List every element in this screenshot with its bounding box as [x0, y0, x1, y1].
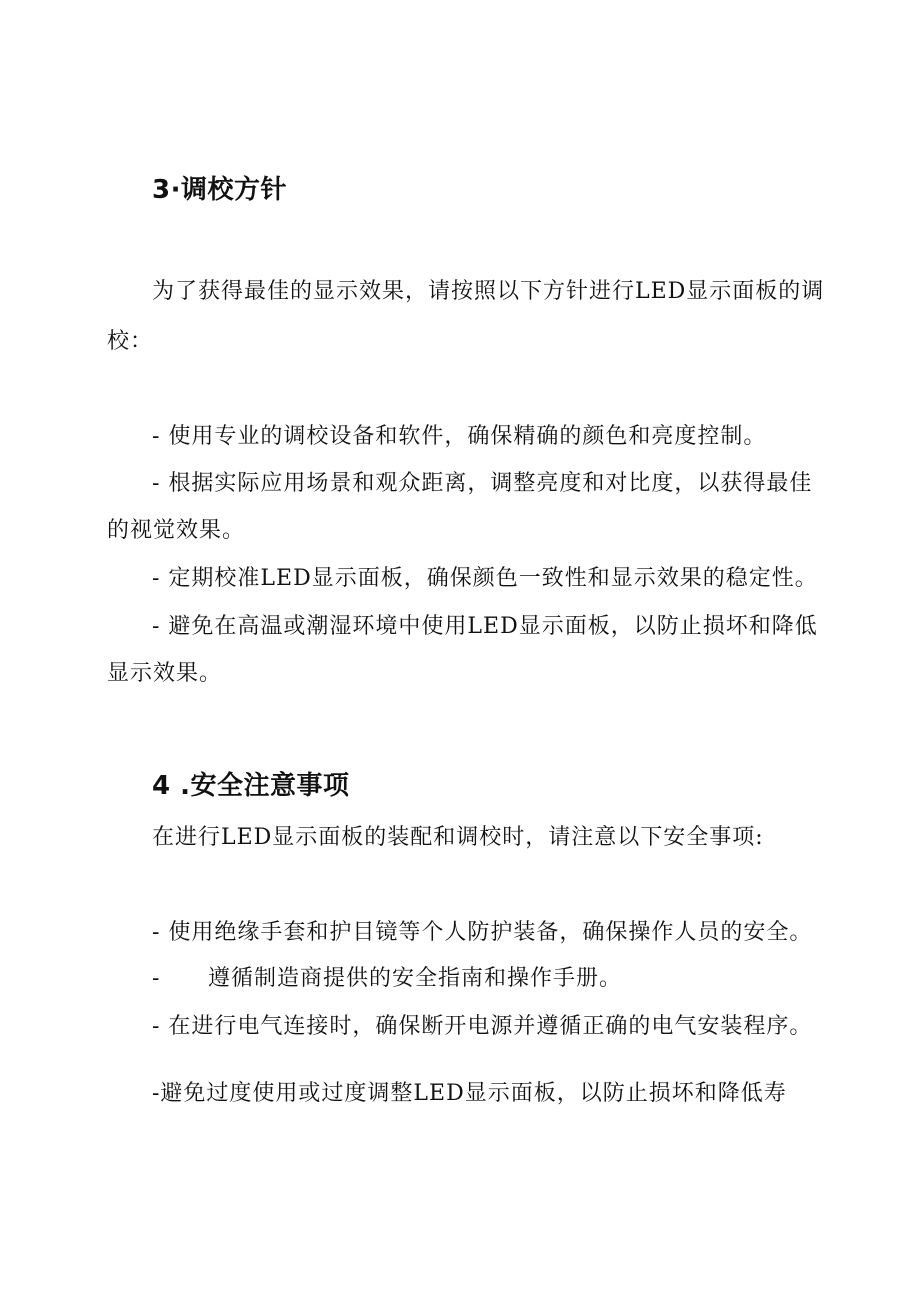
- section-4-bullet-1: - 使用绝缘手套和护目镜等个人防护装备，确保操作人员的安全。: [152, 920, 813, 945]
- section-3-bullet-2-line-2: 的视觉效果。: [107, 518, 246, 543]
- section-3-bullet-1: - 使用专业的调校设备和软件，确保精确的颜色和亮度控制。: [152, 424, 767, 449]
- bullet-dash: -: [152, 966, 161, 991]
- section-4-intro: 在进行LED显示面板的装配和调校时，请注意以下安全事项:: [152, 825, 764, 850]
- section-4-heading: 4 .安全注意事项: [152, 771, 350, 801]
- section-3-heading: 3·调校方针: [152, 175, 287, 205]
- section-4-bullet-4: -避免过度使用或过度调整LED显示面板，以防止损坏和降低寿: [152, 1081, 787, 1106]
- section-3-bullet-2-line-1: - 根据实际应用场景和观众距离，调整亮度和对比度，以获得最佳: [152, 471, 813, 496]
- section-3-bullet-3: - 定期校准LED显示面板，确保颜色一致性和显示效果的稳定性。: [152, 566, 818, 591]
- section-3-intro-line-1: 为了获得最佳的显示效果，请按照以下方针进行LED显示面板的调: [152, 279, 825, 304]
- section-3-intro-line-2: 校：: [107, 329, 154, 354]
- section-4-bullet-3: - 在进行电气连接时，确保断开电源并遵循正确的电气安装程序。: [152, 1014, 813, 1039]
- section-4-bullet-2-text: 遵循制造商提供的安全指南和操作手册。: [208, 966, 623, 991]
- section-4-bullet-2: [152, 963, 622, 995]
- section-3-bullet-4-line-1: - 避免在高温或潮湿环境中使用LED显示面板，以防止损坏和降低: [152, 614, 818, 639]
- section-3-bullet-4-line-2: 显示效果。: [107, 661, 223, 686]
